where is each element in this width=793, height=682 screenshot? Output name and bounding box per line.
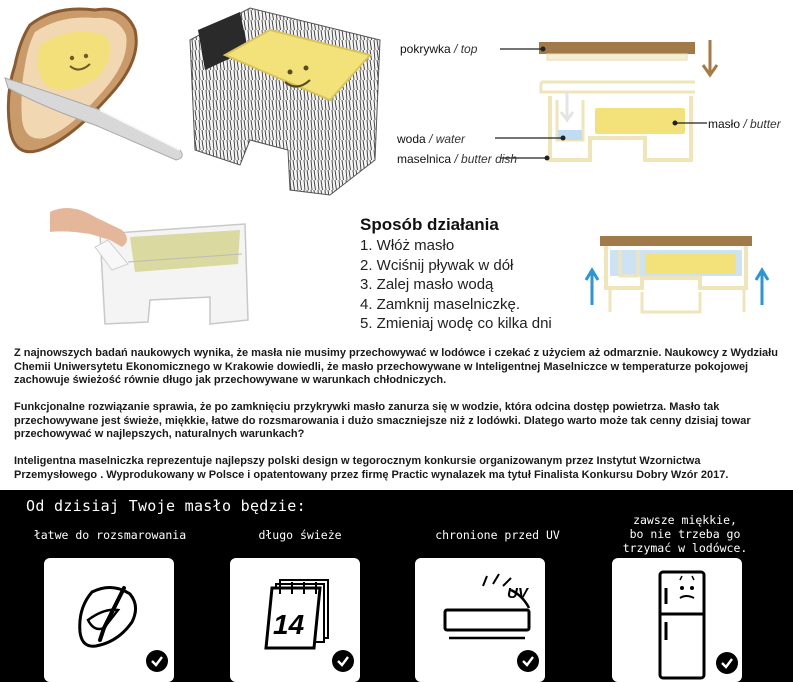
butter-label: masło / butter (708, 117, 781, 131)
feature-card-uv (415, 558, 545, 682)
water-label: woda / water (397, 132, 466, 146)
feature-card-soft (612, 558, 742, 682)
feature-label-spreadable: łatwe do rozsmarowania (33, 528, 187, 542)
butter-dish-product-image (170, 0, 390, 205)
check-icon (146, 650, 168, 672)
fridge-icon (650, 568, 712, 680)
step-item: 2. Wciśnij pływak w dół (360, 256, 514, 274)
steps-list (360, 236, 552, 334)
description-paragraph-1: Z najnowszych badań naukowych wynika, że masła nie musimy przechowywać w lodówce i czekać z użyciem aż odmarznie. Naukowcy z Wydziału Chemii Uniwersytetu Ekonomicznego w Krakowie dowiedli, że masło przechowywane w Inteligentnej Maselniczce w temperaturze pokojowej zachowuje świeżość równie długo jak przechowywane w warunkach chłodniczych. (14, 347, 778, 386)
steps-title: Sposób działania (360, 215, 499, 234)
lid-label: pokrywka / top (400, 42, 478, 56)
check-icon (332, 650, 354, 672)
step-item: 1. Włóż masło (360, 237, 455, 254)
uv-shield-icon (439, 568, 539, 652)
description-paragraph-2: Funkcjonalne rozwiązanie sprawia, że po zamknięciu przykrywki masło zanurza się w wodzie, która odcina dostęp powietrza. Masło tak przechowywane jest świeże, miękkie, łatwe do rozsmarowania i dużo smaczniejsze niż z lodówki. Dlatego warto może tak cenny dzisiaj towar przechowywać w najlepszych, naturalnych warunkach? (14, 401, 751, 440)
feature-card-fresh (230, 558, 360, 682)
dish-label: maselnica / butter dish (397, 152, 518, 166)
features-title: Od dzisiaj Twoje masło będzie: (26, 497, 306, 515)
hand-with-butter-dish-image (50, 192, 260, 332)
calendar-icon (258, 572, 340, 656)
check-icon (716, 652, 738, 674)
calendar-day-text: 14 (273, 609, 305, 640)
check-icon (517, 650, 539, 672)
step-item: 5. Zmieniaj wodę co kilka dni (360, 315, 552, 332)
closed-dish-diagram (580, 230, 780, 330)
feature-label-fresh: długo świeże (258, 528, 342, 542)
feature-label-soft: zawsze miękkie, bo nie trzeba go trzymać w lodówce. (622, 513, 748, 555)
feature-label-uv: chronione przed UV (435, 528, 560, 542)
feature-card-spreadable (44, 558, 174, 682)
uv-text: UV (507, 585, 528, 602)
step-item: 4. Zamknij maselniczkę. (360, 295, 521, 313)
cross-section-diagram (495, 30, 793, 175)
description-paragraph-3: Inteligentna maselniczka reprezentuje najlepszy polski design w tegorocznym konkursie organizowanym przez Instytut Wzornictwa Przemysłowego . Wyprodukowany w Polsce i opatentowany przez firmę Practic wynalazek ma tytuł Finalista Konkursu Dobry Wzór 2017. (14, 455, 729, 481)
bread-knife-icon (74, 580, 148, 654)
step-item: 3. Zalej masło wodą (360, 276, 494, 293)
